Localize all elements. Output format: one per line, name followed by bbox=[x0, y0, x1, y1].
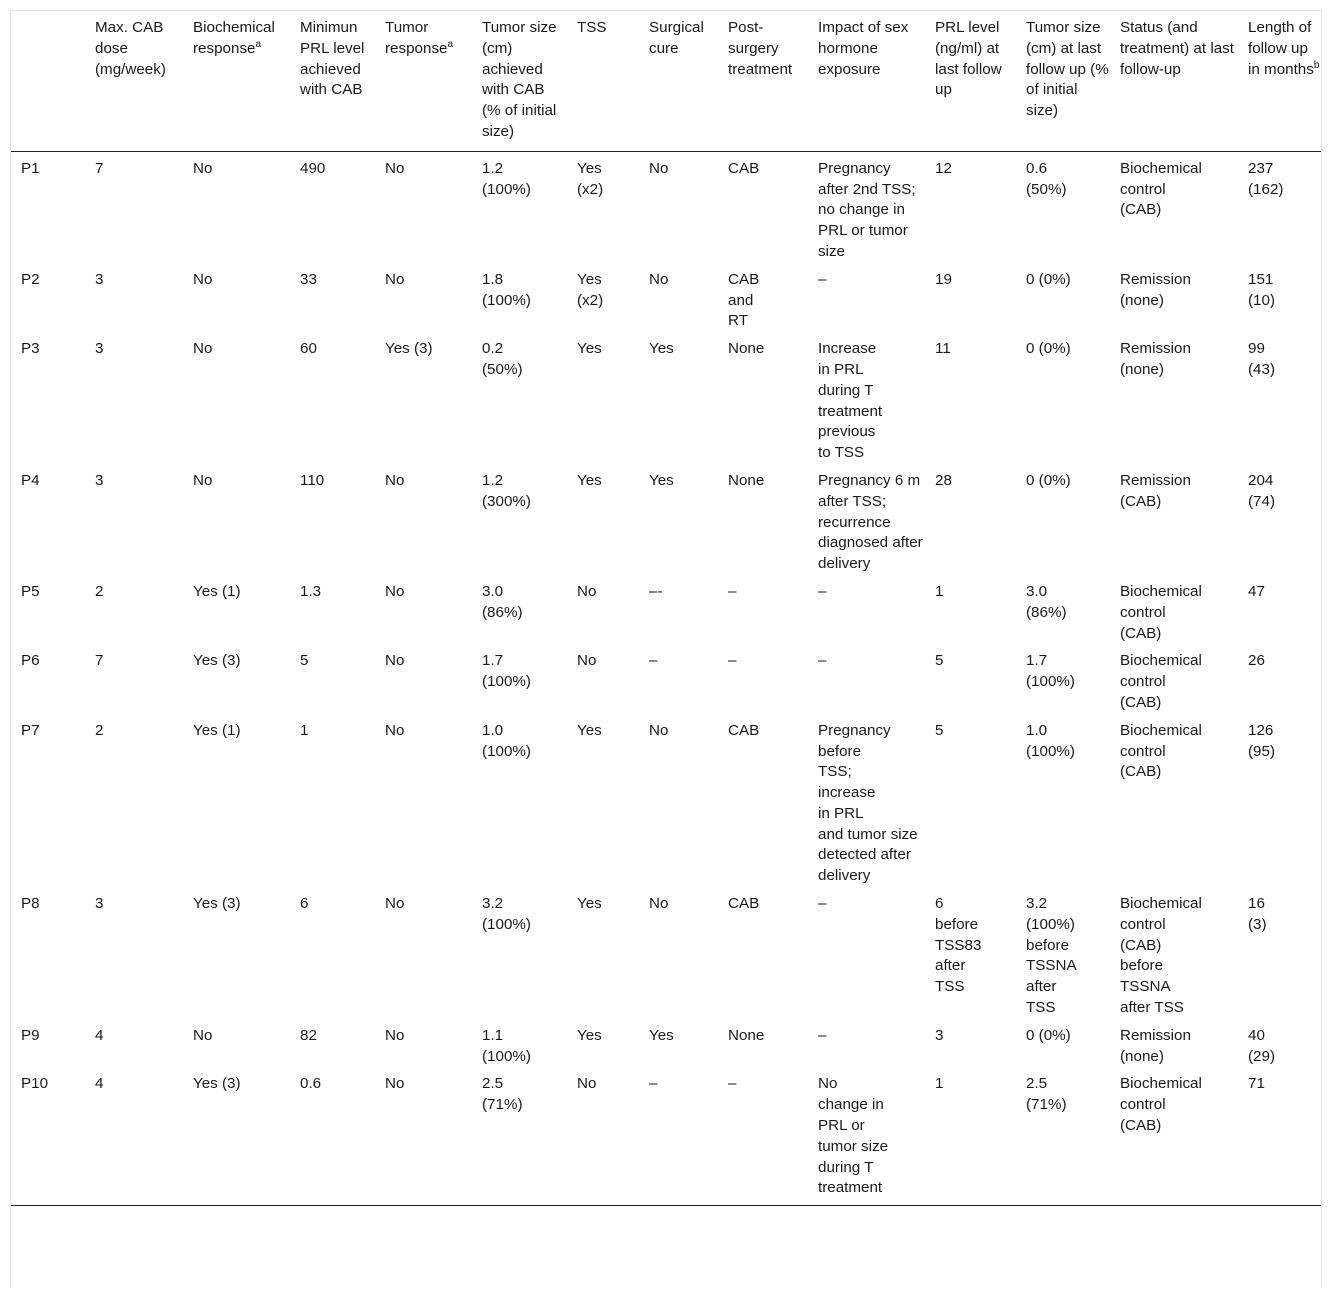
table-cell: CAB bbox=[728, 159, 760, 177]
table-cell: No bbox=[385, 471, 405, 489]
table-cell: No bbox=[385, 1075, 405, 1093]
table-cell: Yes bbox=[577, 471, 602, 489]
table-cell: No bbox=[193, 270, 213, 288]
column-header-label: Tumor size (cm) at last follow up (% of initial size) bbox=[1026, 19, 1109, 120]
patient-id-cell: P4 bbox=[21, 471, 40, 489]
table-cell: –- bbox=[649, 582, 663, 600]
table-cell: Increase in PRL during T treatment previous to TSS bbox=[818, 340, 883, 462]
table-cell: 26 bbox=[1248, 652, 1265, 670]
table-cell: 99 (43) bbox=[1248, 340, 1276, 378]
column-header bbox=[925, 11, 1016, 151]
column-header bbox=[808, 11, 925, 151]
table-cell: 4 bbox=[95, 1026, 104, 1044]
column-header bbox=[375, 11, 472, 151]
table-cell: 6 bbox=[300, 895, 309, 913]
table-cell: Yes bbox=[577, 721, 602, 739]
table-cell: Yes bbox=[577, 1026, 602, 1044]
table-cell: – bbox=[728, 1075, 737, 1093]
table-cell: No bbox=[385, 895, 405, 913]
column-header-label: Surgical cure bbox=[649, 19, 704, 57]
table-cell: 237 (162) bbox=[1248, 159, 1284, 198]
table-row bbox=[11, 332, 1321, 464]
column-header bbox=[290, 11, 375, 151]
table-cell: 1 bbox=[300, 721, 309, 739]
table-cell: 2.5 (71%) bbox=[1026, 1075, 1067, 1114]
patient-id-cell: P8 bbox=[21, 895, 40, 913]
table-cell: 11 bbox=[935, 340, 951, 358]
table-cell: Biochemical control (CAB) before TSSNA after TSS bbox=[1120, 895, 1202, 1017]
table-cell: 204 (74) bbox=[1248, 471, 1276, 510]
table-cell: Yes (3) bbox=[193, 652, 241, 670]
table-cell: 0 (0%) bbox=[1026, 340, 1071, 358]
table-cell: Remission (none) bbox=[1120, 1026, 1191, 1065]
table-cell: 0.6 bbox=[300, 1075, 322, 1093]
patient-id-cell: P6 bbox=[21, 652, 40, 670]
table-cell: 2 bbox=[95, 721, 104, 739]
table-row bbox=[11, 151, 1321, 262]
table-cell: Yes bbox=[649, 1026, 674, 1044]
table-cell: No bbox=[577, 652, 597, 670]
table-cell: 3 bbox=[935, 1026, 944, 1044]
table-row bbox=[11, 714, 1321, 887]
table-cell: 4 bbox=[95, 1075, 104, 1093]
table-cell: 1.0 (100%) bbox=[482, 721, 531, 760]
table-cell: No change in PRL or tumor size during T treatment bbox=[818, 1075, 889, 1197]
column-header-label: Minimun PRL level achieved with CAB bbox=[300, 19, 365, 99]
table-cell: 1.0 (100%) bbox=[1026, 721, 1075, 760]
table-cell: Biochemical control (CAB) bbox=[1120, 652, 1202, 711]
table-cell: No bbox=[385, 159, 405, 177]
table-cell: Yes (1) bbox=[193, 721, 241, 739]
table-header-row bbox=[11, 11, 1321, 151]
table-cell: – bbox=[649, 1075, 658, 1093]
table-cell: Yes (1) bbox=[193, 582, 241, 600]
table-cell: 3.0 (86%) bbox=[482, 582, 523, 621]
column-header-label: Post-surgery treatment bbox=[728, 19, 793, 78]
patient-id-cell: P1 bbox=[21, 159, 40, 177]
table-row bbox=[11, 464, 1321, 575]
table-cell: 16 (3) bbox=[1248, 895, 1267, 933]
table-row bbox=[11, 887, 1321, 1019]
column-header-label: Biochemical response bbox=[193, 19, 275, 57]
column-header bbox=[1110, 11, 1238, 151]
table-cell: 3 bbox=[95, 895, 104, 913]
table-cell: 60 bbox=[300, 340, 317, 358]
table-cell: 0 (0%) bbox=[1026, 270, 1071, 288]
table-cell: Pregnancy after 2nd TSS; no change in PRL or tumor size bbox=[818, 159, 916, 260]
column-header bbox=[11, 11, 85, 151]
column-header-label: Tumor size (cm) achieved with CAB (% of initial size) bbox=[482, 19, 557, 140]
table-cell: 1.2 (100%) bbox=[482, 159, 531, 198]
table-cell: Yes (x2) bbox=[577, 270, 604, 309]
table-cell: Biochemical control (CAB) bbox=[1120, 1075, 1202, 1135]
table-cell: 1.2 (300%) bbox=[482, 471, 531, 510]
table-cell: 5 bbox=[300, 652, 309, 670]
table-cell: – bbox=[818, 1026, 827, 1044]
table-cell: – bbox=[649, 652, 658, 670]
table-cell: – bbox=[728, 582, 737, 600]
table-cell: 1.1 (100%) bbox=[482, 1026, 531, 1065]
table-cell: – bbox=[818, 895, 827, 913]
table-cell: Yes bbox=[649, 340, 674, 358]
table-cell: 490 bbox=[300, 159, 326, 177]
table-cell: 1.8 (100%) bbox=[482, 270, 531, 309]
footnote-marker: a bbox=[447, 38, 454, 50]
column-header-label: Impact of sex hormone exposure bbox=[818, 19, 909, 78]
table-cell: Yes (3) bbox=[193, 1075, 241, 1093]
table-cell: 1 bbox=[935, 582, 944, 600]
table-cell: 0.6 (50%) bbox=[1026, 159, 1067, 198]
table-cell: No bbox=[385, 582, 405, 600]
table-cell: 7 bbox=[95, 652, 104, 670]
table-cell: Biochemical control (CAB) bbox=[1120, 721, 1202, 781]
table-cell: 5 bbox=[935, 652, 944, 670]
table-cell: No bbox=[649, 270, 669, 288]
patient-id-cell: P5 bbox=[21, 582, 40, 600]
table-cell: No bbox=[385, 1026, 405, 1044]
table-cell: 3.2 (100%) before TSSNA after TSS bbox=[1026, 895, 1077, 1017]
footnote-marker: a bbox=[255, 38, 262, 50]
table-cell: 1.7 (100%) bbox=[1026, 652, 1075, 691]
column-header bbox=[1238, 11, 1321, 151]
table-cell: Yes bbox=[577, 340, 602, 358]
table-cell: Biochemical control (CAB) bbox=[1120, 159, 1202, 219]
table-body bbox=[11, 151, 1321, 1205]
table-cell: 47 bbox=[1248, 582, 1265, 600]
table-row bbox=[11, 1067, 1321, 1205]
table-cell: Pregnancy before TSS; increase in PRL and tumor size detected after delivery bbox=[818, 721, 918, 885]
clinical-data-table bbox=[11, 11, 1321, 1206]
table-cell: 0 (0%) bbox=[1026, 1026, 1071, 1044]
table-cell: No bbox=[193, 1026, 213, 1044]
column-header-label: Length of follow up in months bbox=[1248, 19, 1314, 78]
table-cell: Yes bbox=[577, 895, 602, 913]
table-cell: No bbox=[385, 270, 405, 288]
table-cell: Pregnancy 6 m after TSS; recurrence diagnosed after delivery bbox=[818, 471, 923, 573]
patient-id-cell: P9 bbox=[21, 1026, 40, 1044]
table-cell: 5 bbox=[935, 721, 944, 739]
table-row bbox=[11, 575, 1321, 644]
footnote-marker: b bbox=[1313, 59, 1320, 71]
table-cell: Remission (none) bbox=[1120, 270, 1191, 309]
table-cell: 1.3 bbox=[300, 582, 322, 600]
table-cell: No bbox=[577, 1075, 597, 1093]
table-cell: 3 bbox=[95, 270, 104, 288]
table-cell: 2 bbox=[95, 582, 104, 600]
table-cell: No bbox=[649, 159, 669, 177]
table-row bbox=[11, 1019, 1321, 1068]
table-cell: No bbox=[193, 471, 213, 489]
patient-id-cell: P2 bbox=[21, 270, 40, 288]
table-cell: CAB and RT bbox=[728, 270, 760, 330]
table-cell: 71 bbox=[1248, 1075, 1265, 1093]
table-cell: 3 bbox=[95, 471, 104, 489]
table-cell: – bbox=[818, 582, 827, 600]
column-header bbox=[1016, 11, 1110, 151]
table-cell: Remission (CAB) bbox=[1120, 471, 1191, 510]
table-cell: 28 bbox=[935, 471, 952, 489]
patient-id-cell: P3 bbox=[21, 340, 40, 358]
table-cell: No bbox=[649, 895, 669, 913]
column-header bbox=[472, 11, 567, 151]
table-cell: 6 before TSS83 after TSS bbox=[935, 895, 982, 996]
table-cell: 151 (10) bbox=[1248, 270, 1276, 309]
table-cell: 7 bbox=[95, 159, 104, 177]
column-header-label: Max. CAB dose (mg/week) bbox=[95, 19, 166, 78]
table-cell: 0 (0%) bbox=[1026, 471, 1071, 489]
table-cell: No bbox=[577, 582, 597, 600]
table-cell: Yes bbox=[649, 471, 674, 489]
column-header bbox=[183, 11, 290, 151]
table-cell: No bbox=[649, 721, 669, 739]
table-cell: CAB bbox=[728, 721, 760, 739]
table-cell: 33 bbox=[300, 270, 317, 288]
table-cell: – bbox=[818, 652, 827, 670]
table-cell: No bbox=[385, 652, 405, 670]
table-cell: Yes (3) bbox=[193, 895, 241, 913]
table-cell: – bbox=[818, 270, 827, 288]
column-header bbox=[85, 11, 183, 151]
table-cell: No bbox=[193, 340, 213, 358]
table-cell: 19 bbox=[935, 270, 952, 288]
table-cell: 3 bbox=[95, 340, 104, 358]
column-header bbox=[639, 11, 718, 151]
table-cell: 1.7 (100%) bbox=[482, 652, 531, 691]
table-cell: 1 bbox=[935, 1075, 944, 1093]
table-cell: None bbox=[728, 340, 765, 358]
table-cell: 82 bbox=[300, 1026, 317, 1044]
column-header-label: Tumor response bbox=[385, 19, 448, 57]
table-cell: CAB bbox=[728, 895, 760, 913]
table-cell: Yes (3) bbox=[385, 340, 433, 358]
column-header bbox=[567, 11, 639, 151]
table-cell: 3.2 (100%) bbox=[482, 895, 531, 933]
table-cell: No bbox=[193, 159, 213, 177]
table-row bbox=[11, 263, 1321, 332]
table-cell: 126 (95) bbox=[1248, 721, 1276, 760]
table-cell: 110 bbox=[300, 471, 325, 489]
table-cell: 12 bbox=[935, 159, 952, 177]
table-cell: Remission (none) bbox=[1120, 340, 1191, 378]
table-cell: Yes (x2) bbox=[577, 159, 604, 198]
table-cell: Biochemical control (CAB) bbox=[1120, 582, 1202, 642]
patient-id-cell: P10 bbox=[21, 1075, 49, 1093]
column-header bbox=[718, 11, 808, 151]
table-row bbox=[11, 644, 1321, 713]
table-cell: 3.0 (86%) bbox=[1026, 582, 1067, 621]
table-cell: 2.5 (71%) bbox=[482, 1075, 523, 1114]
column-header-label: PRL level (ng/ml) at last follow up bbox=[935, 19, 1002, 99]
column-header-label: TSS bbox=[577, 19, 607, 36]
patient-id-cell: P7 bbox=[21, 721, 40, 739]
table-cell: – bbox=[728, 652, 737, 670]
table-cell: 0.2 (50%) bbox=[482, 340, 523, 378]
table-cell: No bbox=[385, 721, 405, 739]
table-cell: None bbox=[728, 1026, 765, 1044]
column-header-label: Status (and treatment) at last follow-up bbox=[1120, 19, 1234, 78]
table-cell: 40 (29) bbox=[1248, 1026, 1276, 1065]
table-frame bbox=[10, 10, 1322, 1288]
table-cell: None bbox=[728, 471, 765, 489]
